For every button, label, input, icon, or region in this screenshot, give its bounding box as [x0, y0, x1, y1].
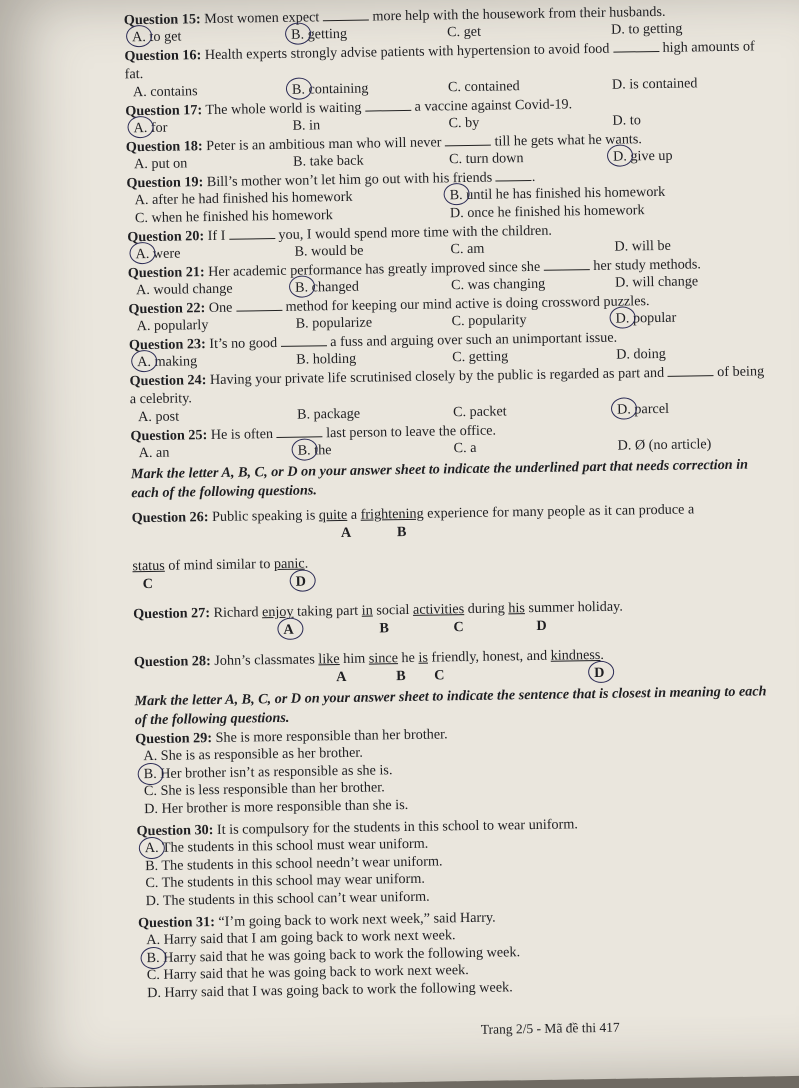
instruction-error-identification: Mark the letter A, B, C, or D on your answer sheet to indicate the underlined part that needs correction in each of the following questions. — [130, 456, 749, 502]
options-19-cd: C. when he finished his homework D. once he finished his homework — [134, 202, 645, 227]
question-18: Question 18: Peter is an ambitious man who will never till he gets what he wants. — [125, 131, 643, 156]
option-b: B. getting — [290, 25, 348, 43]
question-17: Question 17: The whole world is waiting a vaccine against Covid-19. — [125, 96, 573, 120]
options-23: A. making B. holding C. getting D. doing — [137, 345, 666, 371]
page-footer: Trang 2/5 - Mã đề thi 417 — [480, 1019, 620, 1037]
answer-blank — [323, 7, 369, 22]
options-24: A. post B. package C. packet D. parcel — [137, 400, 670, 426]
question-31: Question 31: “I’m going back to work next week,” said Harry. — [137, 909, 496, 932]
options-25: A. an B. the C. a D. Ø (no article) — [138, 436, 712, 462]
letters-27: A B C D — [283, 617, 547, 638]
options-16: A. contains B. containing C. contained D. is contained — [132, 75, 698, 101]
letters-26-ab: A B — [340, 523, 407, 542]
options-18: A. put on B. take back C. turn down D. give up — [133, 147, 673, 173]
question-23: Question 23: It’s no good a fuss and arguing over such an unimportant issue. — [128, 329, 618, 354]
exam-content: Question 15: Most women expect more help with the housework from their husbands. A. to get B. getting C. get D. to getting Question 16: Health experts strongly advise patients with hypertension to avoid food high amounts of fat. A. contains B. containing C. contained D. is contained Question 17: The whole world is waiting a vaccine against Covid-19. A. for B. in C. by D. to Question 18: Peter is an ambitious man who will never till he gets what he wants. A. put on B. take back C. turn down D. give up Question 19: Bill’s mother won’t let him go out with his friends . A. after he had finished his homework B. until he has finished his homework C. when he finished his homework D. once he finished his homework Question 20: If I you, I would spend more time with the children. A. were B. would be C. am D. will be Question 21: Her academic performance has greatly improved since she her study methods. A. would change B. changed C. was changing D. will change Question 22: One method for keeping our mind active is doing crossword puzzles. A. popularly B. popularize C. popularity D. popular Question 23: It’s no good a fuss and arguing over such an unimportant issue. A. making B. holding C. getting D. doing Question 24: Having your private life scrutinised closely by the public is regarded as part and of being a celebrity. A. post B. package C. packet D. parcel Question 25: He is often last person to leave the office. A. an B. the C. a D. Ø (no article) Mark the letter A, B, C, or D on your answer sheet to indicate the underlined part that needs correction in each of the following questions. Question 26: Public speaking is quite a frightening experience for many people as it can produce a A B status of mind similar to panic. C D Question 27: Richard enjoy taking part in social activities during his summer holiday. A B C D Question 28: John’s classmates like him since he is friendly, honest, and kindness. A B C D Mark the letter A, B, C, or D on your answer sheet to indicate the sentence that is closest in meaning to each of the following questions. Question 29: She is more responsible than her brother. A. She is as responsible as her brother. B. Her brother isn’t as responsible as she is. C. She is less responsible than her brother. D. Her brother is more responsible than she is. Question 30: It is compulsory for the students in this school to wear uniform. A. The students in this school must wear uniform. B. The students in this school needn’t wear uniform. C. The students in this school may wear uniform. D. The students in this school can’t wear uniform. Question 31: “I’m going back to work next week,” said Harry. A. Harry said that I am going back to work next week. B. Harry said that he was going back to work the following week. C. Harry said that he was going back to work next week. D. Harry said that I was going back to work the following week. — [124, 0, 780, 1002]
question-21: Question 21: Her academic performance has greatly improved since she her study methods. — [127, 256, 702, 282]
question-28: Question 28: John’s classmates like him since he is friendly, honest, and kindness. — [133, 646, 605, 671]
option-a: A. to get — [131, 28, 182, 46]
options-19-ab: A. after he had finished his homework B. until he has finished his homework — [134, 183, 666, 209]
instruction-closest-meaning: Mark the letter A, B, C, or D on your answer sheet to indicate the sentence that is closest in meaning to each of the following questions. — [134, 683, 767, 729]
question-29: Question 29: She is more responsible than her brother. — [135, 726, 448, 748]
question-15: Question 15: Most women expect more help with the housework from their husbands. — [123, 3, 666, 29]
question-22: Question 22: One method for keeping our mind active is doing crossword puzzles. — [128, 293, 650, 318]
question-19: Question 19: Bill’s mother won’t let him go out with his friends . — [126, 168, 536, 192]
option-c: C. get — [446, 23, 482, 41]
question-26-cont: status of mind similar to panic. — [132, 555, 309, 575]
option-d: D. to getting — [610, 20, 683, 38]
question-26: Question 26: Public speaking is quite a frightening experience for many people as it can produce a — [131, 501, 695, 527]
options-17: A. for B. in C. by D. to — [133, 112, 641, 137]
question-24: Question 24: Having your private life scrutinised closely by the public is regarded as part and of being a celebrity. — [129, 363, 765, 408]
question-27: Question 27: Richard enjoy taking part in social activities during his summer holiday. — [133, 598, 623, 623]
question-25: Question 25: He is often last person to leave the office. — [130, 422, 497, 445]
letters-26-cd: C D — [142, 573, 307, 593]
options-20: A. were B. would be C. am D. will be — [135, 237, 671, 263]
options-22: A. popularly B. popularize C. popularity D. popular — [136, 309, 677, 335]
question-30: Question 30: It is compulsory for the students in this school to wear uniform. — [136, 816, 579, 840]
answer-blank — [613, 38, 659, 53]
options-21: A. would change B. changed C. was changing D. will change — [135, 273, 699, 299]
question-16: Question 16: Health experts strongly advise patients with hypertension to avoid food high amounts of fat. — [124, 38, 755, 83]
question-20: Question 20: If I you, I would spend more time with the children. — [127, 222, 553, 246]
letters-28: A B C D — [336, 664, 605, 686]
